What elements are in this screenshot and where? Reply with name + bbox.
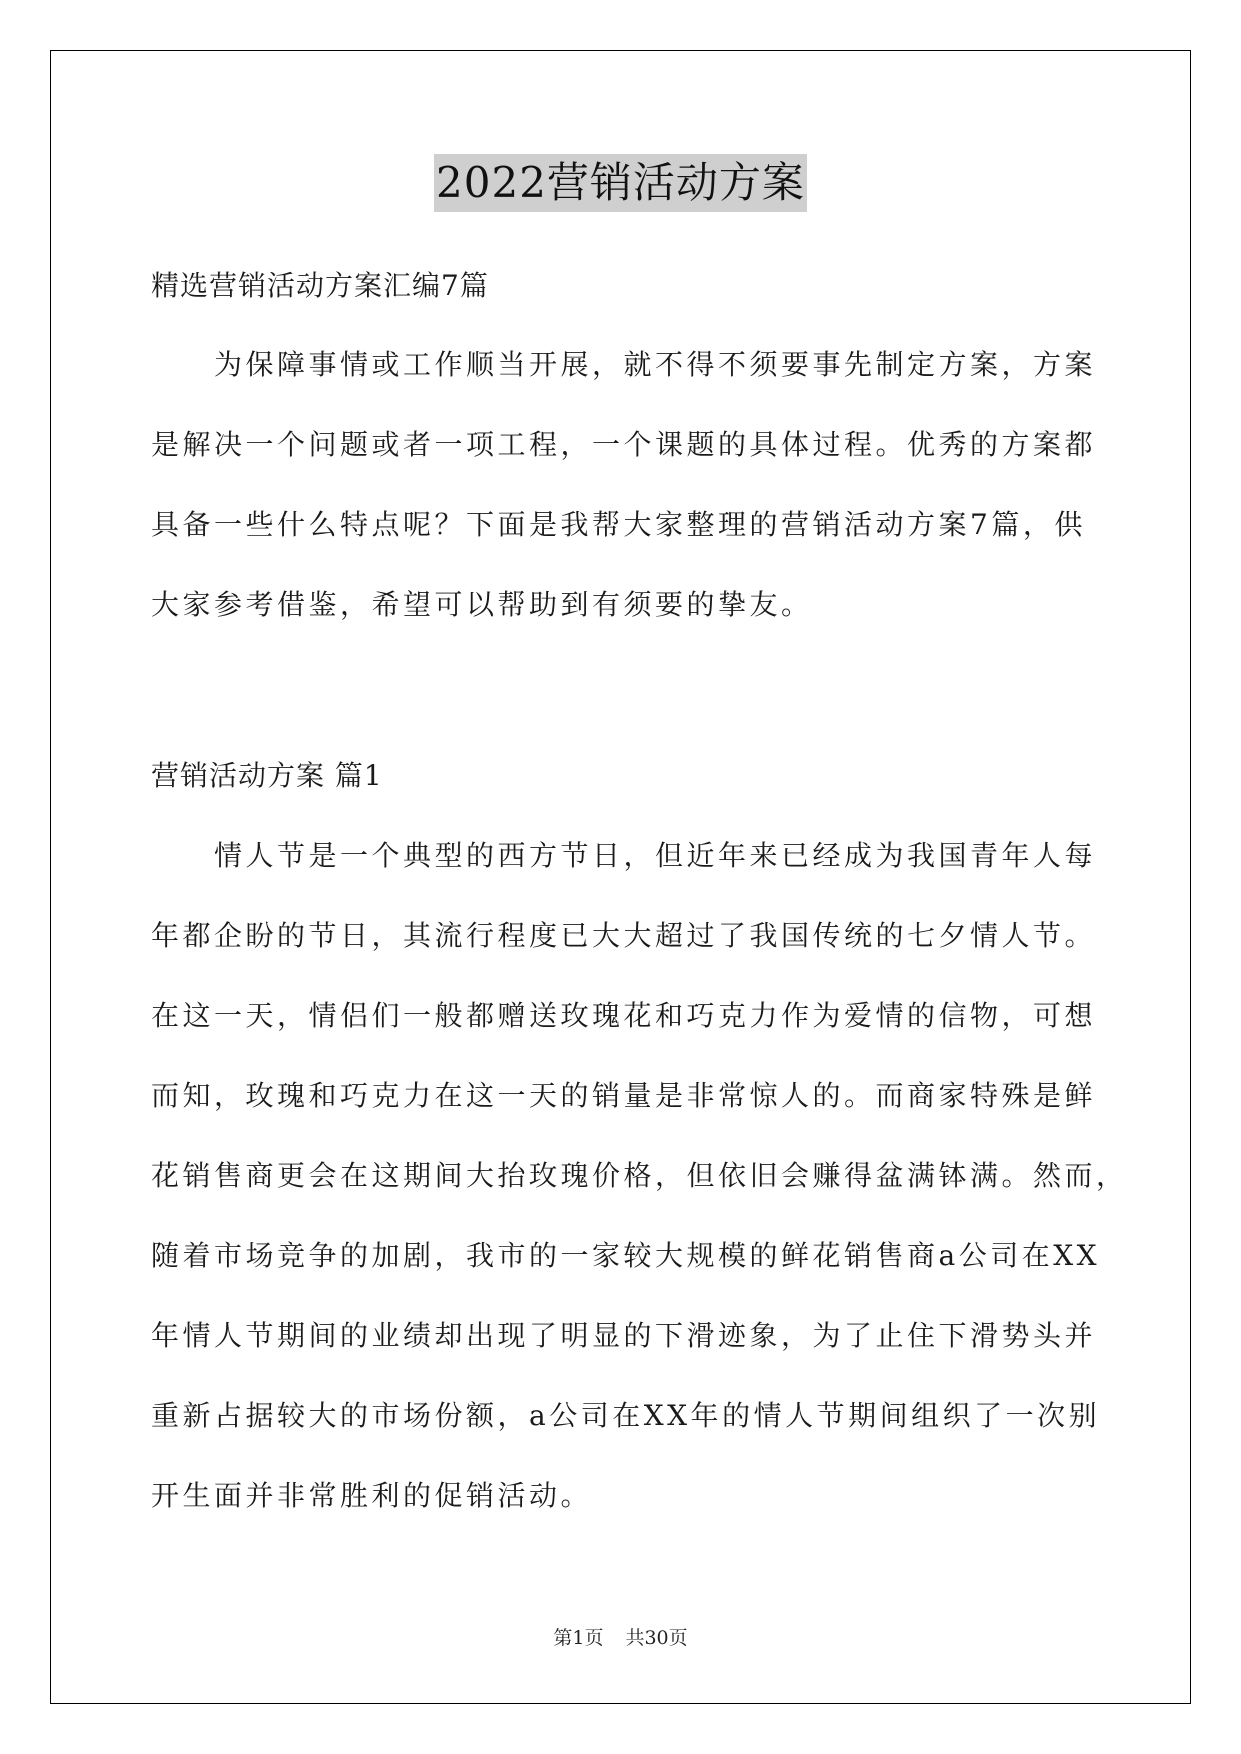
body-line: 情人节是一个典型的西方节日，但近年来已经成为我国青年人每 <box>151 839 1097 872</box>
body-line: 而知，玫瑰和巧克力在这一天的销量是非常惊人的。而商家特殊是鲜 <box>151 1079 1097 1112</box>
intro-line: 是解决一个问题或者一项工程，一个课题的具体过程。优秀的方案都 <box>151 428 1097 461</box>
body-line: 在这一天，情侣们一般都赠送玫瑰花和巧克力作为爱情的信物，可想 <box>151 999 1097 1032</box>
intro-line: 大家参考借鉴，希望可以帮助到有须要的挚友。 <box>151 588 813 621</box>
page-footer <box>0 1625 1241 1651</box>
section-heading: 营销活动方案 篇1 <box>151 759 383 792</box>
intro-line: 具备一些什么特点呢？下面是我帮大家整理的营销活动方案7篇，供 <box>151 508 1086 541</box>
body-line: 随着市场竞争的加剧，我市的一家较大规模的鲜花销售商a公司在XX <box>151 1239 1101 1272</box>
title-container <box>0 154 1241 212</box>
intro-line: 为保障事情或工作顺当开展，就不得不须要事先制定方案，方案 <box>151 348 1097 381</box>
body-line: 年都企盼的节日，其流行程度已大大超过了我国传统的七夕情人节。 <box>151 919 1097 952</box>
body-line: 开生面并非常胜利的促销活动。 <box>151 1479 593 1512</box>
body-line: 重新占据较大的市场份额，a公司在XX年的情人节期间组织了一次别 <box>151 1399 1101 1432</box>
document-title: 2022营销活动方案 <box>434 154 807 212</box>
page-number: 第1页 <box>553 1627 604 1649</box>
body-line: 年情人节期间的业绩却出现了明显的下滑迹象，为了止住下滑势头并 <box>151 1319 1097 1352</box>
body-line: 花销售商更会在这期间大抬玫瑰价格，但依旧会赚得盆满钵满。然而， <box>151 1159 1128 1192</box>
page-total: 共30页 <box>625 1627 688 1649</box>
document-subtitle: 精选营销活动方案汇编7篇 <box>151 269 489 302</box>
